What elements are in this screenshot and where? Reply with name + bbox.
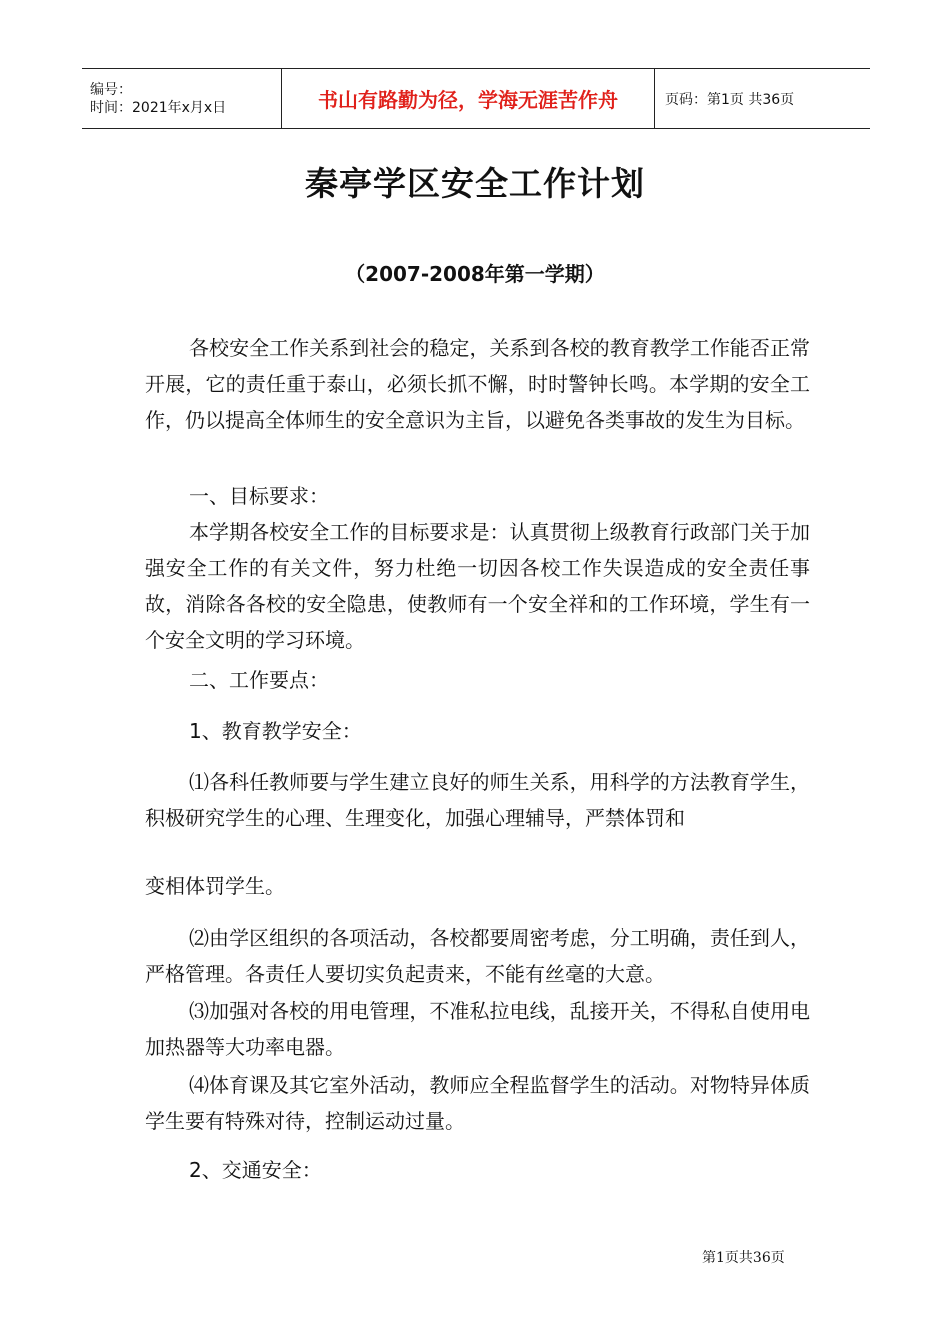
time-label: 时间：2021年x月x日: [90, 99, 227, 116]
paragraph-item-2: ⑵由学区组织的各项活动，各校都要周密考虑，分工明确，责任到人，严格管理。各责任人要切实负起责来，不能有丝毫的大意。: [145, 926, 810, 986]
paragraph-item-1-cont: 变相体罚学生。: [145, 874, 285, 898]
document-subtitle: （2007-2008年第一学期）: [345, 262, 605, 286]
page-header: [82, 68, 870, 129]
section-heading-key-points: 二、工作要点：: [189, 668, 329, 692]
subheading-traffic-safety: 2、交通安全：: [189, 1158, 322, 1182]
header-motto: 书山有路勤为径，学海无涯苦作舟: [282, 69, 655, 128]
header-meta: [82, 69, 282, 128]
number-label: 编号：: [90, 81, 132, 98]
header-page-info: 页码：第1页 共36页: [665, 91, 795, 108]
document-title: 秦亭学区安全工作计划: [305, 164, 645, 203]
subheading-teaching-safety: 1、教育教学安全：: [189, 719, 362, 743]
paragraph-goals: 本学期各校安全工作的目标要求是：认真贯彻上级教育行政部门关于加强安全工作的有关文件，努力杜绝一切因各校工作失误造成的安全责任事故，消除各各校的安全隐患，使教师有一个安全祥和的工作环境，学生有一个安全文明的学习环境。: [145, 520, 810, 652]
paragraph-item-3: ⑶加强对各校的用电管理，不准私拉电线，乱接开关，不得私自使用电加热器等大功率电器。: [145, 999, 810, 1059]
paragraph-item-1: ⑴各科任教师要与学生建立良好的师生关系，用科学的方法教育学生，积极研究学生的心理、生理变化，加强心理辅导，严禁体罚和: [145, 770, 810, 830]
section-heading-goals: 一、目标要求：: [189, 484, 329, 508]
paragraph-intro: 各校安全工作关系到社会的稳定，关系到各校的教育教学工作能否正常开展，它的责任重于泰山，必须长抓不懈，时时警钟长鸣。本学期的安全工作，仍以提高全体师生的安全意识为主旨，以避免各类事故的发生为目标。: [145, 336, 810, 432]
paragraph-item-4: ⑷体育课及其它室外活动，教师应全程监督学生的活动。对物特异体质学生要有特殊对待，控制运动过量。: [145, 1073, 810, 1133]
page-footer: 第1页共36页: [702, 1250, 785, 1266]
